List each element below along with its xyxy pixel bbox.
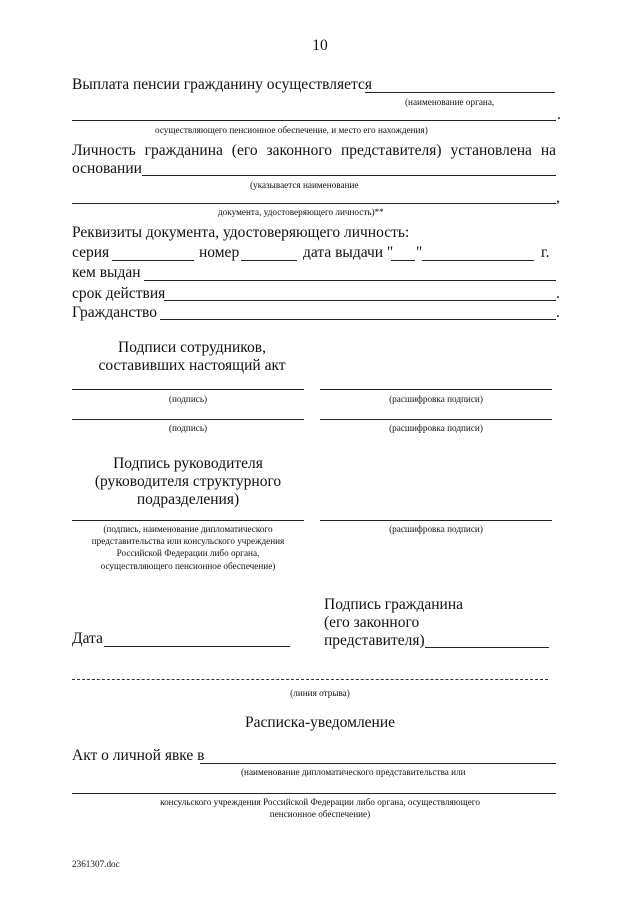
date-label: Дата xyxy=(72,630,103,647)
issued-by-label: кем выдан xyxy=(72,264,141,281)
head-signature-title-1: Подпись руководителя xyxy=(113,455,263,472)
receipt-hint-2: консульского учреждения Российской Федерации либо органа, осуществляющего xyxy=(160,797,480,807)
number-label: номер xyxy=(199,244,240,261)
receipt-org-field[interactable] xyxy=(200,763,556,764)
footer-file-code: 2361307.doc xyxy=(72,859,120,869)
number-field[interactable] xyxy=(241,260,297,261)
payment-hint-1: (наименование органа, xyxy=(405,97,495,107)
head-signature-hint-2: представительства или консульского учреждения xyxy=(91,536,285,546)
document-heading: Реквизиты документа, удостоверяющего личность: xyxy=(72,224,410,241)
payment-period: . xyxy=(557,106,561,123)
issued-by-field[interactable] xyxy=(144,280,556,281)
page-number: 10 xyxy=(312,37,328,54)
identity-hint-2: документа, удостоверяющего личность)** xyxy=(218,207,384,217)
staff-decoding-field-2[interactable] xyxy=(320,419,552,420)
head-signature-title-3: подразделения) xyxy=(136,491,240,508)
staff-signature-field-1[interactable] xyxy=(72,389,304,390)
series-label: серия xyxy=(72,244,110,261)
receipt-hint-1: (наименование дипломатического представительства или xyxy=(241,767,466,777)
receipt-org-field-2[interactable] xyxy=(72,793,556,794)
validity-period: . xyxy=(556,285,560,302)
payment-org-field-2[interactable] xyxy=(72,120,556,121)
validity-label: срок действия xyxy=(72,285,166,302)
head-signature-field[interactable] xyxy=(72,520,304,521)
head-signature-hint-4: осуществляющего пенсионное обеспечение) xyxy=(100,561,276,571)
staff-signatures-title-2: составивших настоящий акт xyxy=(98,357,286,374)
staff-signatures-title-1: Подписи сотрудников, xyxy=(118,339,266,356)
head-signature-hint-1: (подпись, наименование дипломатического xyxy=(103,524,273,534)
receipt-hint-3: пенсионное обеспечение) xyxy=(269,809,371,819)
issue-date-quote: " xyxy=(416,244,423,261)
payment-org-field[interactable] xyxy=(365,92,555,93)
staff-signature-hint-2: (подпись) xyxy=(168,423,208,433)
citizenship-period: . xyxy=(556,304,560,321)
payment-label: Выплата пенсии гражданину осуществляется xyxy=(72,76,373,93)
issue-date-label: дата выдачи " xyxy=(303,244,394,261)
validity-field[interactable] xyxy=(164,300,556,301)
citizenship-field[interactable] xyxy=(160,319,556,320)
citizen-signature-line-2: (его законного xyxy=(324,614,420,631)
head-signature-hint-3: Российской Федерации либо органа, xyxy=(116,548,260,558)
identity-basis-field-2[interactable] xyxy=(72,203,556,204)
identity-basis-field[interactable] xyxy=(142,175,556,176)
staff-decoding-hint-2: (расшифровка подписи) xyxy=(389,423,483,433)
citizen-signature-line-1: Подпись гражданина xyxy=(324,596,464,613)
issue-day-field[interactable] xyxy=(391,260,415,261)
payment-hint-2: осуществляющего пенсионное обеспечение, и место его нахождения) xyxy=(155,125,428,135)
staff-decoding-field-1[interactable] xyxy=(320,389,552,390)
head-signature-title-2: (руководителя структурного xyxy=(94,473,282,490)
staff-decoding-hint-1: (расшифровка подписи) xyxy=(389,394,483,404)
identity-hint-1: (указывается наименование xyxy=(250,180,359,190)
staff-signature-field-2[interactable] xyxy=(72,419,304,420)
citizen-signature-line-3: представителя) xyxy=(324,632,425,649)
series-field[interactable] xyxy=(112,260,194,261)
citizenship-label: Гражданство xyxy=(72,304,158,321)
year-label: г. xyxy=(541,244,550,261)
date-field[interactable] xyxy=(104,646,290,647)
citizen-signature-field[interactable] xyxy=(425,647,549,648)
staff-signature-hint-1: (подпись) xyxy=(168,394,208,404)
head-decoding-field[interactable] xyxy=(320,520,552,521)
identity-line-2: основании xyxy=(72,160,142,177)
head-decoding-hint: (расшифровка подписи) xyxy=(389,524,483,534)
identity-comma: , xyxy=(556,189,560,206)
issue-month-field[interactable] xyxy=(422,260,534,261)
receipt-title: Расписка-уведомление xyxy=(244,714,396,731)
identity-line-1: Личность гражданина (его законного представителя) установлена на xyxy=(72,142,556,159)
receipt-act-label: Акт о личной явке в xyxy=(72,747,205,764)
tear-line xyxy=(72,679,548,680)
tear-line-label: (линия отрыва) xyxy=(290,688,350,698)
